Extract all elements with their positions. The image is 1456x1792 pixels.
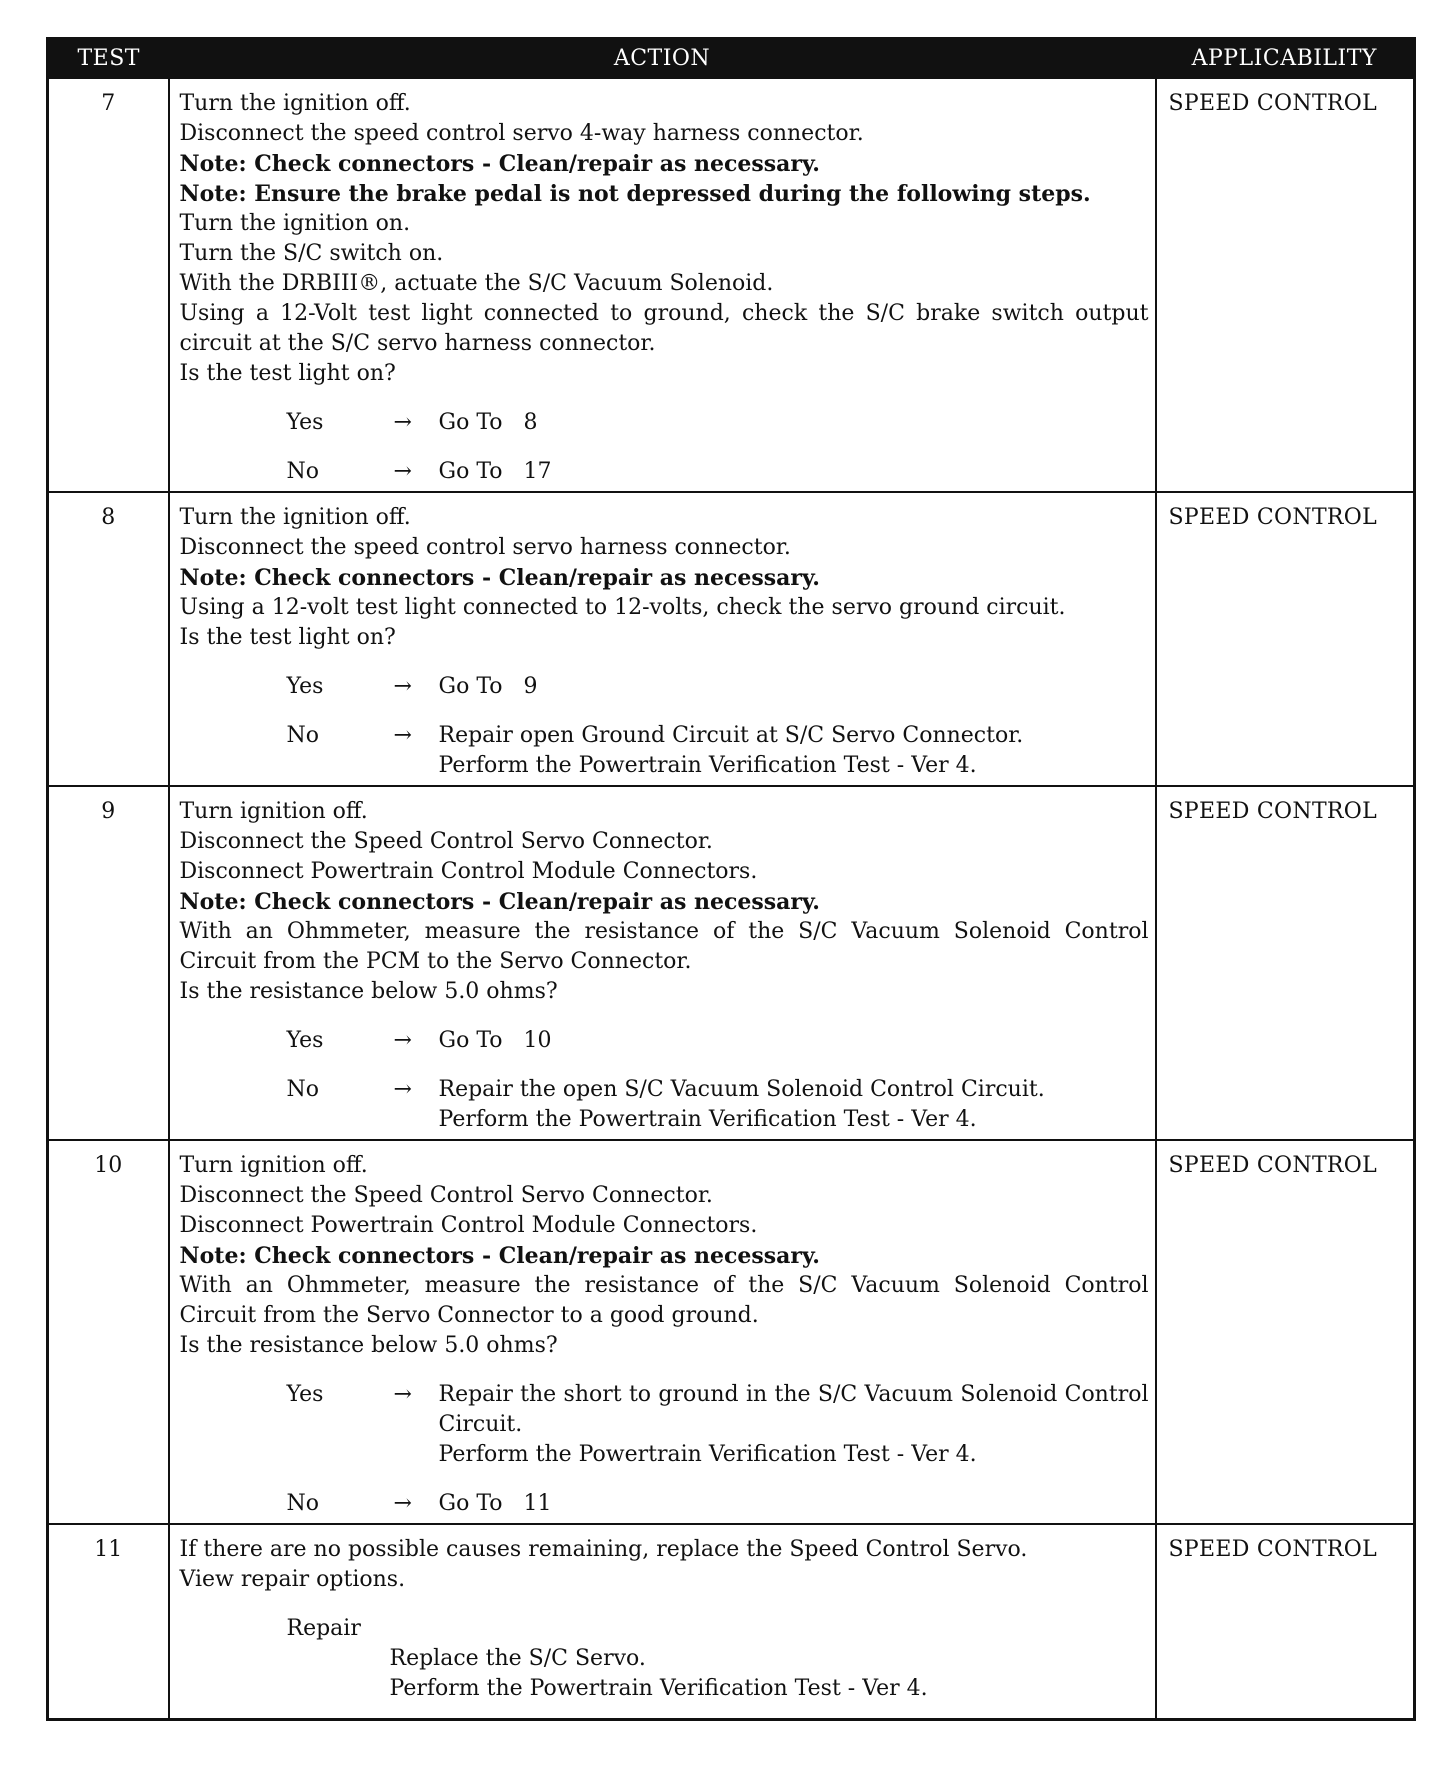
header-applicability: APPLICABILITY [1156,39,1415,79]
instruction-line: Using a 12-volt test light connected to 12-volts, check the servo ground circuit. [179,595,1066,620]
repair-step: Perform the Powertrain Verification Test - Ver 4. [389,1676,928,1701]
result-line: Go To 9 [438,674,538,699]
instruction-line: If there are no possible causes remaining, replace the Speed Control Servo. [179,1537,1028,1562]
applicability-cell: SPEED CONTROL [1156,786,1415,1140]
table-header-row [48,39,1415,79]
table-body [48,78,1415,1720]
outcome-answer: Yes [286,674,324,699]
applicability-cell: SPEED CONTROL [1156,1140,1415,1524]
result-line: Go To 11 [438,1491,552,1516]
result-line: Perform the Powertrain Verification Test - Ver 4. [438,1107,977,1132]
note-line: Note: Check connectors - Clean/repair as necessary. [179,565,820,591]
outcome-result [439,457,1149,487]
test-number: 9 [48,786,169,1140]
test-number: 7 [48,78,169,492]
note-line: Note: Check connectors - Clean/repair as necessary. [179,151,820,177]
test-number: 11 [48,1524,169,1720]
outcome-no [180,1075,1149,1135]
outcome-no [180,721,1149,781]
arrow-right-icon: → [393,1491,412,1516]
instruction-line: Is the resistance below 5.0 ohms? [179,979,558,1004]
arrow-right-icon: → [393,723,412,748]
note-line: Note: Check connectors - Clean/repair as necessary. [179,1243,820,1269]
action-cell [169,1140,1156,1524]
outcome-answer: Yes [286,1028,324,1053]
arrow-right-icon: → [393,410,412,435]
instruction-line: Is the resistance below 5.0 ohms? [179,1333,558,1358]
outcome-result [439,1380,1149,1470]
instruction-line: Disconnect Powertrain Control Module Connectors. [179,1213,758,1238]
repair-options [180,1614,1149,1704]
result-line: Repair the open S/C Vacuum Solenoid Control Circuit. [438,1077,1045,1102]
outcome-answer: Yes [286,410,324,435]
arrow-right-icon: → [393,1077,412,1102]
action-cell [169,786,1156,1140]
instruction-line: Using a 12-Volt test light connected to ground, check the S/C brake switch output circuit at the S/C servo harness connector. [179,301,1149,356]
outcome-yes [180,1026,1149,1056]
result-line: Perform the Powertrain Verification Test - Ver 4. [438,1442,977,1467]
applicability-cell: SPEED CONTROL [1156,78,1415,492]
action-cell [169,78,1156,492]
instruction-line: Disconnect Powertrain Control Module Connectors. [179,859,758,884]
outcome-answer: No [286,723,319,748]
instruction-line: With an Ohmmeter, measure the resistance of the S/C Vacuum Solenoid Control Circuit from the Servo Connector to a good ground. [179,1273,1149,1328]
arrow-right-icon: → [393,1028,412,1053]
outcome-answer: No [286,459,319,484]
instruction-line: Disconnect the Speed Control Servo Connector. [179,829,713,854]
instruction-line: Disconnect the Speed Control Servo Connector. [179,1183,713,1208]
arrow-right-icon: → [393,674,412,699]
arrow-right-icon: → [393,459,412,484]
test-number: 8 [48,492,169,786]
table-row [48,492,1415,786]
outcome-yes [180,672,1149,702]
outcome-answer: No [286,1491,319,1516]
outcome-result [439,672,1149,702]
outcome-yes [180,408,1149,438]
action-cell [169,1524,1156,1720]
applicability-cell: SPEED CONTROL [1156,1524,1415,1720]
repair-step: Replace the S/C Servo. [389,1646,646,1671]
result-line: Go To 17 [438,459,552,484]
result-line: Repair the short to ground in the S/C Vacuum Solenoid Control Circuit. [438,1382,1149,1437]
header-test: TEST [48,39,169,79]
instruction-line: Turn the ignition on. [179,211,411,236]
result-line: Go To 8 [438,410,538,435]
outcome-result [439,408,1149,438]
result-line: Repair open Ground Circuit at S/C Servo Connector. [438,723,1024,748]
outcome-no [180,457,1149,487]
outcome-answer: Yes [286,1382,324,1407]
outcome-result [439,721,1149,781]
table-row [48,1140,1415,1524]
arrow-right-icon: → [393,1382,412,1407]
note-line: Note: Ensure the brake pedal is not depressed during the following steps. [179,181,1091,207]
outcome-yes [180,1380,1149,1470]
result-line: Go To 10 [438,1028,552,1053]
instruction-line: Is the test light on? [179,625,396,650]
table-row [48,1524,1415,1720]
instruction-line: Turn the ignition off. [179,505,411,530]
repair-steps [287,1644,1149,1704]
result-line: Perform the Powertrain Verification Test - Ver 4. [438,753,977,778]
instruction-line: Is the test light on? [179,361,396,386]
instruction-line: View repair options. [179,1567,406,1592]
outcome-result [439,1026,1149,1056]
instruction-line: Turn the ignition off. [179,91,411,116]
applicability-cell: SPEED CONTROL [1156,492,1415,786]
outcome-no [180,1489,1149,1519]
table-row [48,786,1415,1140]
instruction-line: Disconnect the speed control servo harness connector. [179,535,791,560]
repair-label: Repair [286,1616,361,1641]
action-cell [169,492,1156,786]
diagnostic-test-table [46,37,1416,1721]
outcome-result [439,1075,1149,1135]
table-row [48,78,1415,492]
header-action: ACTION [169,39,1156,79]
instruction-line: Turn ignition off. [179,1153,368,1178]
outcome-result [439,1489,1149,1519]
instruction-line: With an Ohmmeter, measure the resistance of the S/C Vacuum Solenoid Control Circuit from the PCM to the Servo Connector. [179,919,1149,974]
instruction-line: Turn ignition off. [179,799,368,824]
test-number: 10 [48,1140,169,1524]
outcome-answer: No [286,1077,319,1102]
instruction-line: Disconnect the speed control servo 4-way harness connector. [179,121,864,146]
note-line: Note: Check connectors - Clean/repair as necessary. [179,889,820,915]
instruction-line: With the DRBIII®, actuate the S/C Vacuum Solenoid. [179,271,774,296]
instruction-line: Turn the S/C switch on. [179,241,444,266]
